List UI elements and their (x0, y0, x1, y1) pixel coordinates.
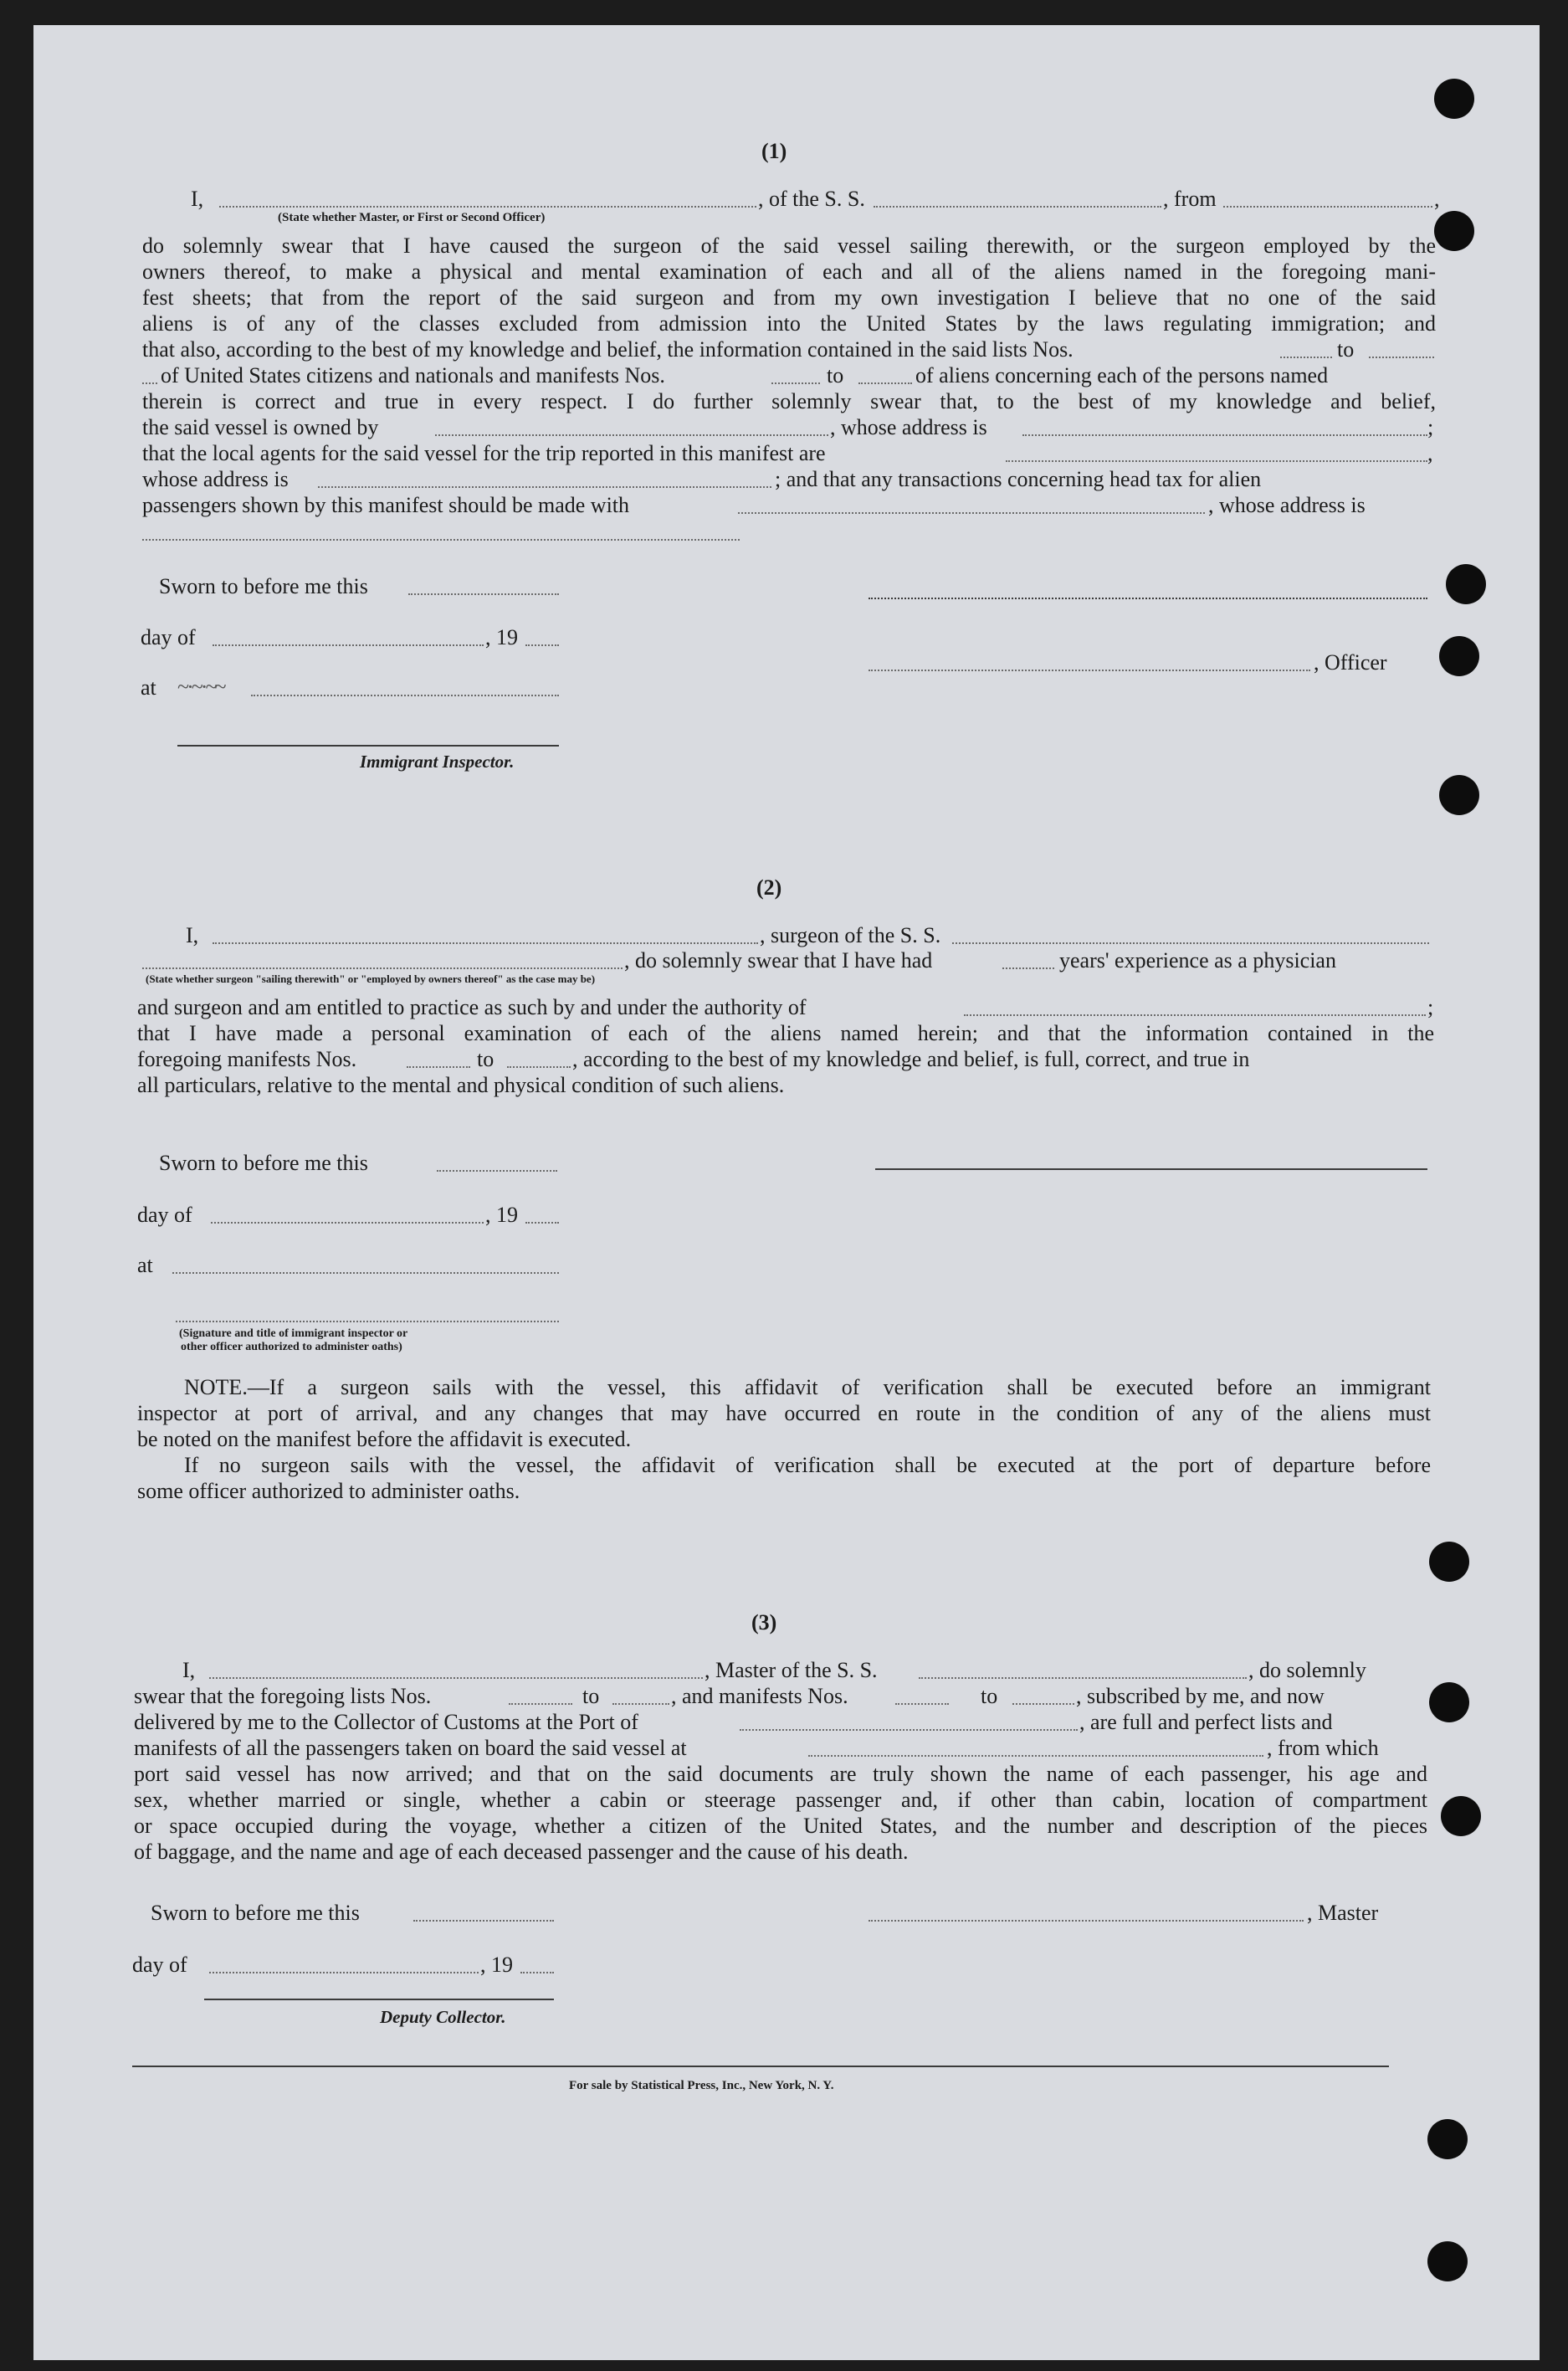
manifest-no-blank[interactable] (507, 1066, 571, 1068)
body-line: , are full and perfect lists and (1079, 1710, 1333, 1734)
collector-signature-line[interactable] (204, 1999, 554, 2000)
printer-credit: For sale by Statistical Press, Inc., New York, N. Y. (569, 2079, 834, 2092)
from-label: , from (1163, 187, 1217, 211)
body-line: passengers shown by this manifest should be made with (142, 493, 630, 517)
note-line: inspector at port of arrival, and any changes that may have occurred en route in the condition of any of the aliens must (137, 1401, 1431, 1425)
day-of-label: day of (141, 625, 196, 649)
list-no-blank[interactable] (509, 1703, 572, 1705)
body-line: or space occupied during the voyage, whether a citizen of the United States, and the number and description of the pieces (134, 1814, 1427, 1838)
scribble-mark: ~·~·~~ (177, 675, 224, 699)
punch-hole (1439, 775, 1479, 815)
at-label: at (137, 1253, 153, 1277)
surgeon-of-label: , surgeon of the S. S. (760, 923, 941, 947)
body-line: swear that the foregoing lists Nos. (134, 1684, 432, 1708)
body-line: all particulars, relative to the mental and physical condition of such aliens. (137, 1073, 785, 1097)
body-line: that I have made a personal examination of each of the aliens named herein; and that the information contained in the (137, 1021, 1434, 1045)
note-line: some officer authorized to administer oaths. (137, 1479, 520, 1503)
manifest-no-blank[interactable] (858, 382, 912, 384)
authority-blank[interactable] (964, 1014, 1426, 1016)
body-line: fest sheets; that from the report of the said surgeon and from my own investigation I believe that no one of the said (142, 285, 1436, 310)
body-line: foregoing manifests Nos. (137, 1047, 357, 1071)
year-blank[interactable] (525, 644, 559, 646)
to-label: to (827, 363, 844, 387)
whose-address: , whose address is (830, 415, 987, 439)
inspector-signature-line[interactable] (176, 1321, 559, 1322)
master-name-blank[interactable] (209, 1677, 703, 1679)
day-blank[interactable] (211, 1222, 484, 1224)
vessel-name-blank[interactable] (952, 942, 1429, 944)
sworn-blank[interactable] (408, 593, 559, 595)
sworn-label: Sworn to before me this (151, 1901, 360, 1925)
swear-had-label: , do solemnly swear that I have had (624, 948, 933, 973)
vessel-name-blank[interactable] (919, 1677, 1247, 1679)
body-line: the said vessel is owned by (142, 415, 379, 439)
head-tax-text: ; and that any transactions concerning head tax for alien (775, 467, 1262, 491)
of-ss-label: , of the S. S. (758, 187, 865, 211)
at-blank[interactable] (251, 695, 559, 696)
at-label: at (141, 675, 156, 700)
comma: , (1434, 187, 1440, 211)
punch-hole (1427, 2241, 1468, 2281)
punch-hole (1441, 1796, 1481, 1836)
body-line: do solemnly swear that I have caused the surgeon of the said vessel sailing therewith, or the surgeon employed by the (142, 234, 1436, 258)
body-line: , and manifests Nos. (671, 1684, 848, 1708)
signature-caption: (Signature and title of immigrant inspector or (179, 1327, 408, 1340)
master-signature-line[interactable] (869, 1920, 1304, 1922)
surgeon-status-blank[interactable] (142, 967, 623, 969)
note-line: be noted on the manifest before the affidavit is executed. (137, 1427, 632, 1451)
transactions-address-blank[interactable] (142, 539, 740, 541)
years-label: years' experience as a physician (1059, 948, 1336, 973)
body-line: port said vessel has now arrived; and that on the said documents are truly shown the name of each passenger, his age and (134, 1762, 1427, 1786)
to-label: to (582, 1684, 600, 1708)
officer-signature-line[interactable] (869, 598, 1427, 599)
owner-blank[interactable] (435, 434, 828, 436)
footer-rule (132, 2066, 1389, 2067)
port-blank[interactable] (740, 1729, 1078, 1731)
punch-hole (1434, 211, 1474, 251)
day-blank[interactable] (213, 644, 484, 646)
body-line: , from which (1267, 1736, 1379, 1760)
year-blank[interactable] (525, 1222, 559, 1224)
surgeon-name-blank[interactable] (213, 942, 758, 944)
sworn-blank[interactable] (413, 1920, 554, 1922)
manifest-no-blank[interactable] (407, 1066, 470, 1068)
to-label: to (477, 1047, 494, 1071)
whose-address-end: , whose address is (1208, 493, 1366, 517)
list-no-blank[interactable] (142, 382, 157, 384)
agents-blank[interactable] (1006, 460, 1427, 462)
agents-address-blank[interactable] (318, 486, 771, 488)
punch-hole (1439, 636, 1479, 676)
body-line: whose address is (142, 467, 289, 491)
punch-hole (1427, 2119, 1468, 2159)
list-no-blank[interactable] (1369, 357, 1434, 358)
from-port-blank[interactable] (1223, 206, 1432, 208)
to-label: to (1337, 337, 1355, 362)
collector-caption: Deputy Collector. (380, 2007, 506, 2027)
note-line: NOTE.—If a surgeon sails with the vessel, this affidavit of verification shall be executed before an immigrant (184, 1375, 1431, 1399)
i-label: I, (182, 1658, 196, 1682)
officer-caption: (State whether Master, or First or Second Officer) (278, 211, 546, 224)
body-line: manifests of all the passengers taken on board the said vessel at (134, 1736, 687, 1760)
year-label: , 19 (480, 1953, 513, 1977)
inspector-caption: Immigrant Inspector. (360, 752, 515, 772)
manifest-no-blank[interactable] (771, 382, 820, 384)
officer-name-blank[interactable] (219, 206, 756, 208)
comma: , (1427, 441, 1433, 465)
body-line: that also, according to the best of my knowledge and belief, the information contained in the said lists Nos. (142, 337, 1074, 362)
day-blank[interactable] (209, 1972, 479, 1973)
i-label: I, (191, 187, 204, 211)
body-line: therein is correct and true in every respect. I do further solemnly swear that, to the best of my knowledge and belief, (142, 389, 1436, 413)
master-of-label: , Master of the S. S. (705, 1658, 878, 1682)
day-of-label: day of (132, 1953, 187, 1977)
year-label: , 19 (485, 1203, 518, 1227)
surgeon-signature-line[interactable] (875, 1168, 1427, 1170)
inspector-signature-line[interactable] (177, 745, 559, 747)
body-line: , according to the best of my knowledge and belief, is full, correct, and true in (572, 1047, 1250, 1071)
sworn-blank[interactable] (437, 1170, 557, 1172)
body-line: delivered by me to the Collector of Customs at the Port of (134, 1710, 638, 1734)
sworn-label: Sworn to before me this (159, 574, 368, 598)
signature-caption: other officer authorized to administer oaths) (181, 1341, 402, 1353)
manifest-affidavit-page (33, 25, 1540, 2360)
do-solemnly-label: , do solemnly (1248, 1658, 1366, 1682)
years-blank[interactable] (1002, 967, 1054, 969)
body-line: of United States citizens and nationals and manifests Nos. (161, 363, 665, 387)
semicolon: ; (1427, 415, 1434, 439)
body-line: , subscribed by me, and now (1076, 1684, 1325, 1708)
list-no-blank[interactable] (1280, 357, 1332, 358)
body-line: of baggage, and the name and age of each deceased passenger and the cause of his death. (134, 1840, 909, 1864)
year-blank[interactable] (520, 1972, 554, 1973)
section-number: (1) (761, 139, 787, 163)
sworn-label: Sworn to before me this (159, 1151, 368, 1175)
year-label: , 19 (485, 625, 518, 649)
boarding-port-blank[interactable] (808, 1755, 1263, 1757)
manifest-no-blank[interactable] (1012, 1703, 1074, 1705)
body-line: and surgeon and am entitled to practice as such by and under the authority of (137, 995, 807, 1019)
master-label: , Master (1307, 1901, 1379, 1925)
officer-name-line[interactable] (869, 670, 1310, 671)
body-line: owners thereof, to make a physical and mental examination of each and all of the aliens named in the foregoing mani- (142, 259, 1436, 284)
note-line: If no surgeon sails with the vessel, the affidavit of verification shall be executed at the port of departure before (184, 1453, 1431, 1477)
vessel-name-blank[interactable] (874, 206, 1161, 208)
i-label: I, (186, 923, 199, 947)
punch-hole (1434, 79, 1474, 119)
transactions-blank[interactable] (738, 512, 1205, 514)
punch-hole (1446, 564, 1486, 604)
section-number: (2) (756, 875, 782, 900)
list-no-blank[interactable] (612, 1703, 669, 1705)
at-blank[interactable] (172, 1272, 559, 1274)
day-of-label: day of (137, 1203, 192, 1227)
body-line: that the local agents for the said vessel for the trip reported in this manifest are (142, 441, 826, 465)
body-line: sex, whether married or single, whether a cabin or steerage passenger and, if other than cabin, location of compartment (134, 1788, 1427, 1812)
punch-hole (1429, 1682, 1469, 1722)
manifest-no-blank[interactable] (895, 1703, 949, 1705)
semicolon: ; (1427, 995, 1434, 1019)
aliens-concerning: of aliens concerning each of the persons named (915, 363, 1329, 387)
owner-address-blank[interactable] (1022, 434, 1427, 436)
to-label: to (981, 1684, 998, 1708)
surgeon-caption: (State whether surgeon "sailing therewith" or "employed by owners thereof" as the case may be) (146, 973, 596, 985)
punch-hole (1429, 1542, 1469, 1582)
officer-label: , Officer (1314, 650, 1387, 675)
body-line: aliens is of any of the classes excluded from admission into the United States by the laws regulating immigration; and (142, 311, 1436, 336)
section-number: (3) (751, 1610, 777, 1635)
